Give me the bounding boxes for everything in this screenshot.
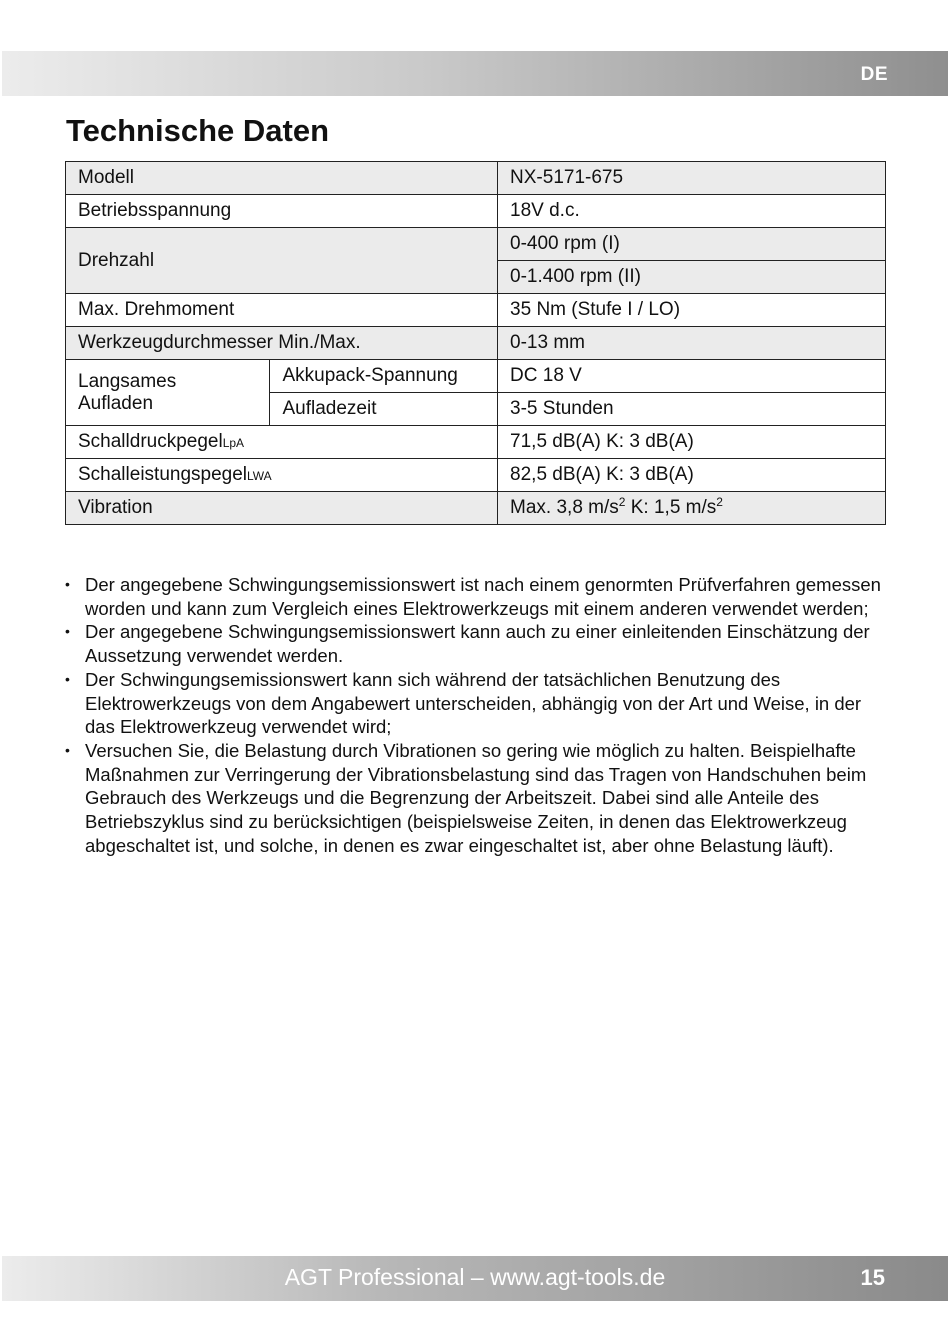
- spec-label: Max. Drehmoment: [66, 294, 498, 327]
- spec-label: Vibration: [66, 492, 498, 525]
- bullet-icon: •: [65, 741, 70, 758]
- bullet-icon: •: [65, 576, 70, 592]
- spec-value: 35 Nm (Stufe I / LO): [498, 294, 886, 327]
- table-row: [66, 360, 886, 393]
- spec-label-text: Schalldruckpegel: [78, 430, 223, 452]
- table-row: [66, 492, 886, 525]
- list-item-text: Der angegebene Schwingungsemissionswert kann auch zu einer einleitenden Einschätzung der Aussetzung verwendet werden.: [85, 621, 870, 667]
- list-item: [65, 573, 895, 620]
- table-row: [66, 327, 886, 360]
- spec-label-text: Schalleistungspegel: [78, 463, 248, 485]
- spec-value: 3-5 Stunden: [498, 393, 886, 426]
- spec-sublabel: Akkupack-Spannung: [270, 360, 498, 393]
- spec-label: Drehzahl: [66, 228, 498, 294]
- spec-value: [498, 492, 886, 525]
- table-row: [66, 228, 886, 261]
- header-band: [2, 51, 948, 96]
- footer-text: AGT Professional – www.agt-tools.de: [284, 1264, 666, 1290]
- spec-value: 18V d.c.: [498, 195, 886, 228]
- spec-value-text: Max. 3,8 m/s: [510, 497, 619, 518]
- list-item-text: Versuchen Sie, die Belastung durch Vibrationen so gering wie möglich zu halten. Beispielhafte Maßnahmen zur Verringerung der Vibrationsbelastung sind das Tragen von Handschuhen beim Gebrauch des Werkzeugs und die Begrenzung der Arbeitszeit. Dabei sind alle Anteile des Betriebszyklus sind zu berücksichtigen (beispielsweise Zeiten, in denen das Elektrowerkzeug abgeschaltet ist, und solche, in denen es zwar eingeschaltet ist, aber ohne Belastung läuft).: [85, 739, 867, 856]
- spec-label: [66, 459, 498, 492]
- spec-label-subscript: LWA: [247, 468, 272, 483]
- table-row: [66, 426, 886, 459]
- list-item: [65, 620, 895, 667]
- spec-sublabel: Aufladezeit: [270, 393, 498, 426]
- spec-label: Betriebsspannung: [66, 195, 498, 228]
- bullet-icon: •: [65, 623, 70, 640]
- superscript: 2: [618, 495, 626, 509]
- spec-label-line: Aufladen: [78, 392, 154, 414]
- spec-value: 0-400 rpm (I): [498, 228, 886, 261]
- list-item-text: Der Schwingungsemissionswert kann sich während der tatsächlichen Benutzung des Elektrowerkzeugs von dem Angabewert unterscheiden, abhängig von der Art und Weise, in der das Elektrowerkzeug verwendet wird;: [85, 668, 862, 738]
- notes-list: [65, 573, 895, 857]
- table-row: [66, 195, 886, 228]
- table-row: [66, 459, 886, 492]
- table-row: [66, 162, 886, 195]
- spec-label-subscript: LpA: [222, 435, 245, 450]
- bullet-icon: •: [65, 670, 70, 687]
- table-row: [66, 294, 886, 327]
- spec-value: NX-5171-675: [498, 162, 886, 195]
- spec-value: DC 18 V: [498, 360, 886, 393]
- spec-label-line: Langsames: [78, 370, 177, 392]
- list-item: [65, 739, 895, 858]
- language-label: DE: [860, 64, 888, 85]
- list-item: [65, 668, 895, 739]
- spec-value: 0-1.400 rpm (II): [498, 261, 886, 294]
- spec-label: [66, 426, 498, 459]
- list-item-text: Der angegebene Schwingungsemissionswert ist nach einem genormten Prüfverfahren gemessen worden und kann zum Vergleich eines Elektrowerkzeugs mit einem anderen verwendet werden;: [85, 574, 881, 619]
- spec-value-text: K: 1,5 m/s: [625, 497, 717, 518]
- spec-value: 82,5 dB(A) K: 3 dB(A): [498, 459, 886, 492]
- spec-label: Modell: [66, 162, 498, 195]
- page-title: Technische Daten: [66, 113, 330, 148]
- spec-label: Werkzeugdurchmesser Min./Max.: [66, 327, 498, 360]
- spec-value: 0-13 mm: [498, 327, 886, 360]
- spec-value: 71,5 dB(A) K: 3 dB(A): [498, 426, 886, 459]
- page-number: 15: [860, 1265, 885, 1290]
- spec-table: [65, 161, 886, 525]
- superscript: 2: [716, 495, 723, 509]
- spec-label: [66, 360, 270, 426]
